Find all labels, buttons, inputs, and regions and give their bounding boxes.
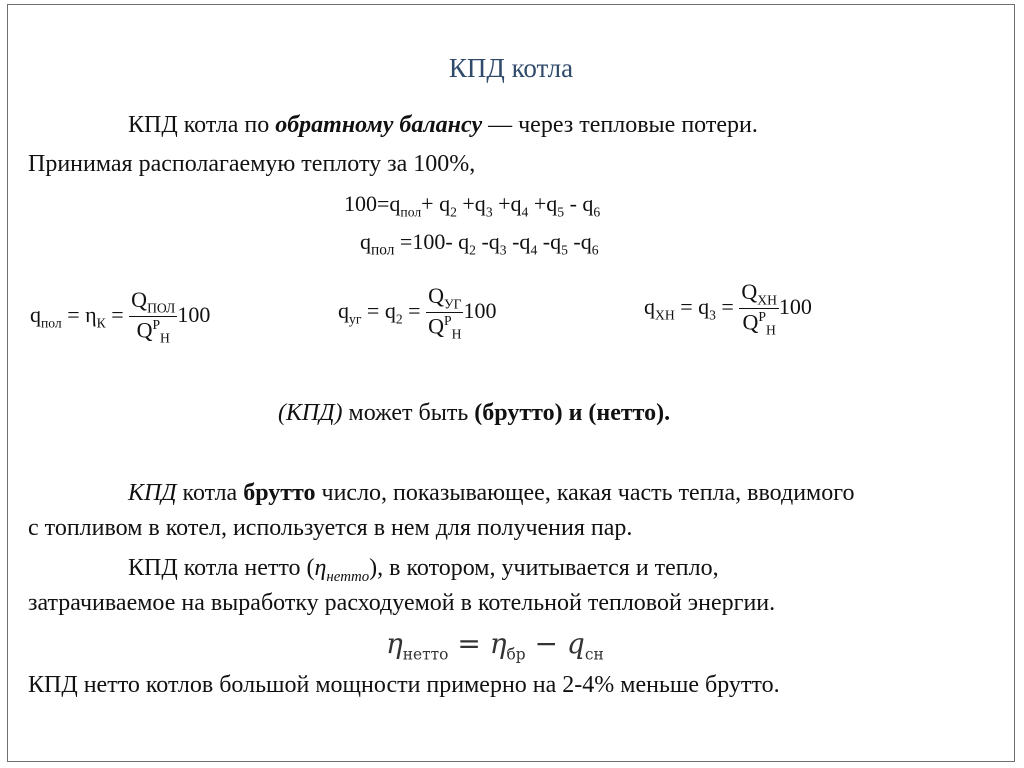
fraction-qpol: $\frac{Q_{ПОЛ}}{Q^Р_Н}$ <box>131 287 176 347</box>
equation-qpol: $q_{пол} =100-$ $q_2$ $-q_3$ $-q_4$ $-q_5$ $-q_6$ <box>360 229 599 259</box>
brutto-netto-line: (КПД) может быть (брутто) и (нетто). <box>278 400 671 426</box>
heat-100-line: Принимая располагаемую теплоту за 100%, <box>28 151 476 177</box>
netto-definition-line2: затрачиваемое на выработку расходуемой в котельной тепловой энергии. <box>28 590 776 616</box>
reverse-balance-line: КПД котла по обратному балансу — через тепловые потери. <box>128 112 758 138</box>
formula-qpol: $q_{пол} = \eta_К$ = $\frac{Q_{ПОЛ}}{Q^Р_Н}$ 100 <box>30 287 211 347</box>
netto-equation: $\eta_{нетто} = \eta_{бр} - q_{сн}$ <box>386 627 604 664</box>
page-title: КПД котла <box>448 53 574 83</box>
brutto-definition-line2: с топливом в котел, используется в нем для получения пар. <box>28 515 633 541</box>
formula-qxn: $q_{ХН} = q_3$ = $\frac{Q_{ХН}}{Q^Р_Н}$ 100 <box>644 279 812 339</box>
equation-balance: $100=q_{пол}+ q_2 +q_3 +q_4 +q_5 - q_6$ <box>344 191 601 220</box>
slide <box>7 4 1015 762</box>
netto-comparison-line: КПД нетто котлов большой мощности примерно на 2-4% меньше брутто. <box>28 672 780 698</box>
formula-qug: $q_{уг} = q_2$ = $\frac{Q_{УГ}}{Q^Р_Н}$ 100 <box>338 283 497 343</box>
fraction-qxn: $\frac{Q_{ХН}}{Q^Р_Н}$ <box>741 279 777 339</box>
netto-definition-line1: КПД котла нетто $(\eta_{нетто})$, в котором, учитывается и тепло, <box>128 555 719 585</box>
fraction-qug: $\frac{Q_{УГ}}{Q^Р_Н}$ <box>428 283 462 343</box>
brutto-definition-line1: КПД котла брутто число, показывающее, какая часть тепла, вводимого <box>128 480 855 506</box>
